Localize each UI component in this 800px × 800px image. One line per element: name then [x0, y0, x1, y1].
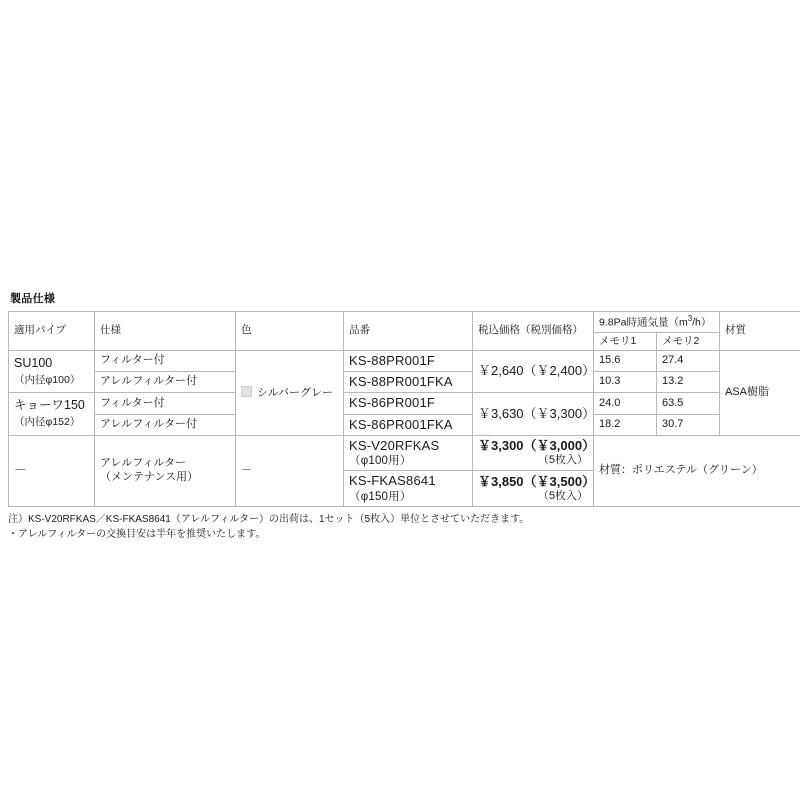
- header-airflow-label: 9.8Pa時通気量（m: [599, 316, 688, 329]
- spec-line1: アレルフィルター: [100, 457, 186, 470]
- table-row: [9, 393, 800, 414]
- header-price: 税込価格（税別価格）: [473, 312, 594, 351]
- cell-airflow-2: 63.5: [657, 393, 720, 414]
- page-title: 製品仕様: [10, 293, 56, 305]
- pipe-name: キョーワ150: [14, 398, 85, 413]
- header-model: 品番: [344, 312, 473, 351]
- table-row: [9, 435, 800, 471]
- pipe-diameter: （内径φ152）: [14, 416, 81, 428]
- cell-color-none: －: [236, 435, 344, 506]
- model-variant: （φ150用）: [349, 490, 412, 503]
- cell-pipe-kyowa150: [9, 393, 95, 436]
- cell-spec: フィルター付: [95, 350, 236, 371]
- price-value: ￥3,850（￥3,500）: [478, 473, 596, 489]
- cell-material: ASA樹脂: [720, 350, 800, 435]
- product-spec-table: [8, 311, 800, 507]
- cell-pipe-none: －: [9, 435, 95, 506]
- header-color: 色: [236, 312, 344, 351]
- pipe-name: SU100: [14, 355, 53, 370]
- cell-price: ￥2,640（￥2,400）: [473, 350, 594, 393]
- footnote-1: 注）KS-V20RFKAS／KS-FKAS8641（アレルフィルター）の出荷は、1セット（5枚入）単位とさせていただきます。: [8, 514, 530, 525]
- cell-model: KS-88PR001F: [344, 350, 473, 371]
- cell-model: KS-88PR001FKA: [344, 372, 473, 393]
- cell-airflow-1: 10.3: [594, 372, 657, 393]
- color-label: シルバーグレー: [257, 386, 333, 399]
- model-variant: （φ100用）: [349, 455, 412, 467]
- cell-price: [473, 435, 594, 471]
- header-airflow-group: [594, 312, 720, 333]
- header-airflow-1: メモリ1: [594, 332, 657, 350]
- cell-model: KS-86PR001FKA: [344, 414, 473, 435]
- cell-price: ￥3,630（￥3,300）: [473, 393, 594, 436]
- cell-spec-filter-maintenance: [95, 435, 236, 506]
- model-code: KS-FKAS8641: [349, 473, 436, 489]
- cell-material-polyester: 材質：ポリエステル（グリーン）: [594, 435, 800, 506]
- cell-price: [473, 471, 594, 507]
- price-qty: （5枚入）: [537, 454, 588, 467]
- spec-line2: （メンテナンス用）: [100, 470, 199, 483]
- footnotes: [8, 512, 792, 542]
- cell-model: [344, 471, 473, 507]
- cell-airflow-1: 15.6: [594, 350, 657, 371]
- price-qty: （5枚入）: [537, 489, 588, 502]
- cell-pipe-su100: [9, 350, 95, 393]
- header-pipe: 適用パイプ: [9, 312, 95, 351]
- header-airflow-unit: /h）: [692, 316, 712, 329]
- cell-model: [344, 435, 473, 471]
- cell-spec: アレルフィルター付: [95, 372, 236, 393]
- cell-spec: フィルター付: [95, 393, 236, 414]
- color-swatch-icon: [241, 386, 252, 397]
- table-row: [9, 414, 800, 435]
- cell-airflow-2: 27.4: [657, 350, 720, 371]
- price-value: ￥3,300（￥3,000）: [478, 438, 596, 454]
- cell-airflow-2: 30.7: [657, 414, 720, 435]
- cell-airflow-1: 24.0: [594, 393, 657, 414]
- footnote-2: ・アレルフィルターの交換目安は半年を推奨いたします。: [8, 529, 266, 540]
- table-row: [9, 372, 800, 393]
- table-row: [9, 350, 800, 371]
- header-material: 材質: [720, 312, 800, 351]
- table-header-row-top: [9, 312, 800, 333]
- cell-airflow-1: 18.2: [594, 414, 657, 435]
- cell-model: KS-86PR001F: [344, 393, 473, 414]
- spec-sheet: [8, 290, 792, 542]
- cell-color: [236, 350, 344, 435]
- cell-spec: アレルフィルター付: [95, 414, 236, 435]
- model-code: KS-V20RFKAS: [349, 437, 440, 453]
- cell-airflow-2: 13.2: [657, 372, 720, 393]
- pipe-diameter: （内径φ100）: [14, 373, 81, 386]
- header-spec: 仕様: [95, 312, 236, 351]
- header-airflow-2: メモリ2: [657, 332, 720, 350]
- header-airflow-sup: 3: [687, 314, 693, 323]
